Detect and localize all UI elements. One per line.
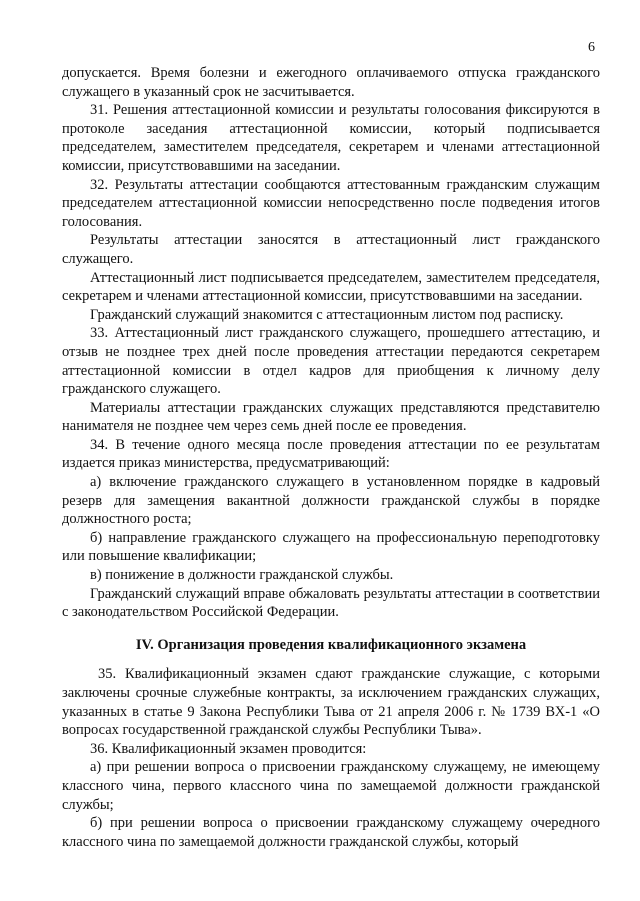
section-heading: IV. Организация проведения квалификационного экзамена [135, 636, 527, 653]
paragraph: б) при решении вопроса о присвоении гражданскому служащему очередного классного чина по замещаемой должности гражданской службы, который [62, 815, 600, 850]
document-body [62, 64, 600, 851]
paragraph: 31. Решения аттестационной комиссии и результаты голосования фиксируются в протоколе заседания аттестационной комиссии, который подписывается председателем, заместителем председателя, секретарем и членами аттестационной комиссии, присутствовавшими на заседании. [62, 102, 600, 174]
paragraph: б) направление гражданского служащего на профессиональную переподготовку или повышение квалификации; [62, 529, 600, 565]
paragraph: Результаты аттестации заносятся в аттестационный лист гражданского служащего. [62, 232, 600, 267]
paragraph: 35. Квалификационный экзамен сдают гражданские служащие, с которыми заключены срочные служебные контракты, за исключением гражданских служащих, указанных в статье 9 Закона Республики Тыва от 21 апреля 2006 г. № 1739 ВХ-1 «О вопросах государственной гражданской службы Республики Тыва». [62, 666, 600, 739]
section-iii-continuation [62, 64, 600, 622]
paragraph: Гражданский служащий знакомится с аттестационным листом под расписку. [90, 306, 564, 323]
section-iv-body [62, 665, 600, 851]
paragraph: в) понижение в должности гражданской службы. [90, 567, 394, 584]
paragraph: Аттестационный лист подписывается председателем, заместителем председателя, секретарем и членами аттестационной комиссии, присутствовавшими на заседании. [62, 269, 600, 305]
paragraph: а) включение гражданского служащего в установленном порядке в кадровый резерв для замещения вакантной должности гражданской службы в порядке должностного роста; [62, 474, 600, 528]
paragraph: 36. Квалификационный экзамен проводится: [90, 740, 367, 757]
paragraph: допускается. Время болезни и ежегодного оплачиваемого отпуска гражданского служащего в указанный срок не засчитывается. [62, 65, 600, 100]
page-number: 6 [588, 40, 595, 55]
paragraph: Гражданский служащий вправе обжаловать результаты аттестации в соответствии с законодательством Российской Федерации. [62, 585, 600, 621]
paragraph: а) при решении вопроса о присвоении гражданскому служащему, не имеющему классного чина, первого классного чина по замещаемой должности гражданской службы; [62, 759, 600, 813]
paragraph: 34. В течение одного месяца после проведения аттестации по ее результатам издается приказ министерства, предусматривающий: [62, 436, 600, 472]
paragraph: 32. Результаты аттестации сообщаются аттестованным гражданским служащим председателем аттестационной комиссии непосредственно после подведения итогов голосования. [62, 176, 600, 230]
paragraph: Материалы аттестации гражданских служащих представляются представителю нанимателя не позднее чем через семь дней после ее проведения. [62, 399, 600, 435]
paragraph: 33. Аттестационный лист гражданского служащего, прошедшего аттестацию, и отзыв не позднее трех дней после проведения аттестации передаются секретарем аттестационной комиссии в отдел кадров для приобщения к личному делу гражданского служащего. [62, 325, 600, 398]
